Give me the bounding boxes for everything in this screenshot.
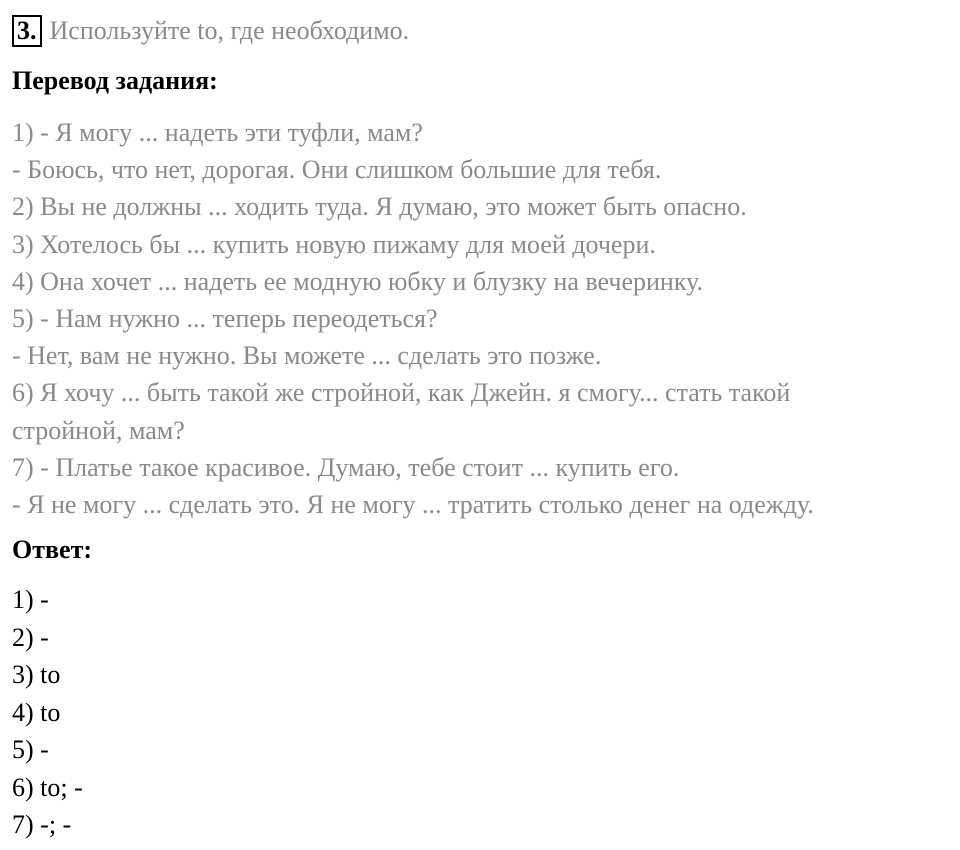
task-header xyxy=(12,12,948,50)
answer-line: 7) -; - xyxy=(12,810,72,840)
translation-line: 4) Она хочет ... надеть ее модную юбку и блузку на вечеринку. xyxy=(12,266,703,296)
answer-heading: Ответ: xyxy=(12,535,93,565)
answer-line: 3) to xyxy=(12,660,61,690)
task-instruction: Используйте to, где необходимо. xyxy=(49,16,410,45)
translation-line: 6) Я хочу ... быть такой же стройной, как Джейн. я смогу... стать такой xyxy=(12,378,791,408)
answer-block xyxy=(12,581,948,844)
translation-heading: Перевод задания: xyxy=(12,66,218,95)
translation-line: 1) - Я могу ... надеть эти туфли, мам? xyxy=(12,118,423,147)
exercise-page xyxy=(12,12,948,844)
translation-line: 7) - Платье такое красивое. Думаю, тебе стоит ... купить его. xyxy=(12,452,680,482)
translation-block xyxy=(12,114,948,523)
answer-line: 6) to; - xyxy=(12,772,83,802)
translation-line: 3) Хотелось бы ... купить новую пижаму для моей дочери. xyxy=(12,229,656,259)
translation-line: - Я не могу ... сделать это. Я не могу ... тратить столько денег на одежду. xyxy=(12,490,814,520)
translation-line: - Боюсь, что нет, дорогая. Они слишком большие для тебя. xyxy=(12,155,662,185)
answer-line: 4) to xyxy=(12,697,61,727)
translation-line: 2) Вы не должны ... ходить туда. Я думаю, это может быть опасно. xyxy=(12,192,747,222)
translation-line: стройной, мам? xyxy=(12,415,185,445)
translation-line: 5) - Нам нужно ... теперь переодеться? xyxy=(12,304,438,334)
answer-line: 5) - xyxy=(12,735,49,765)
answer-line: 2) - xyxy=(12,622,49,652)
translation-line: - Нет, вам не нужно. Вы можете ... сделать это позже. xyxy=(12,341,602,371)
answer-line: 1) - xyxy=(12,585,49,615)
task-number-badge: 3. xyxy=(12,15,42,47)
